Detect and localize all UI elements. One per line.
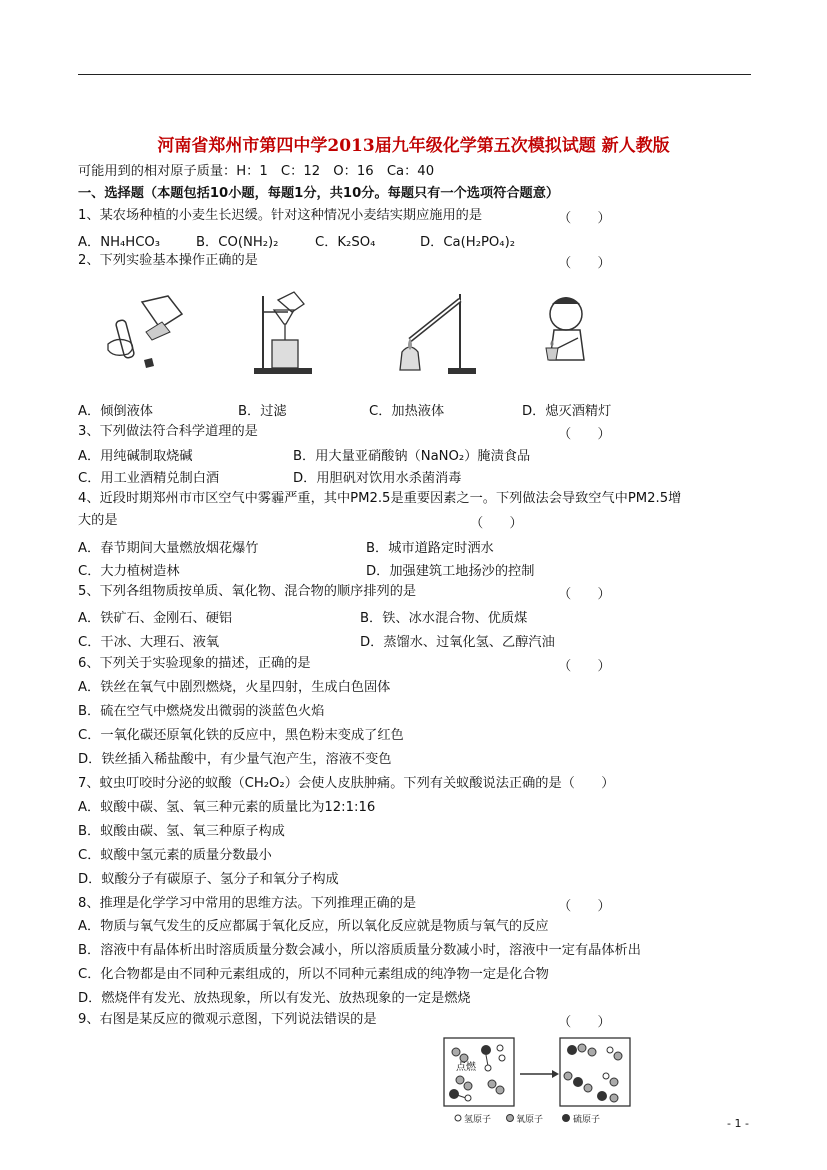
q8-answer-blank: （ ） [558,899,611,914]
q7-stem: 7、蚊虫叮咬时分泌的蚁酸（CH₂O₂）会使人皮肤肿痛。下列有关蚁酸说法正确的是（ ） [78,776,615,791]
q5-option-d: D．蒸馏水、过氧化氢、乙醇汽油 [360,635,555,650]
q6-stem: 6、下列关于实验现象的描述，正确的是 [78,656,311,671]
q6-answer-blank: （ ） [558,659,611,674]
section-heading: 一、选择题（本题包括10小题，每题1分，共10分。每题只有一个选项符合题意） [78,186,560,201]
q5-option-b: B．铁、冰水混合物、优质煤 [360,611,528,626]
q5-stem: 5、下列各组物质按单质、氧化物、混合物的顺序排列的是 [78,584,417,599]
q8-option-c: C．化合物都是由不同种元素组成的，所以不同种元素组成的纯净物一定是化合物 [78,967,549,982]
q6-option-a: A．铁丝在氧气中剧烈燃烧，火星四射，生成白色固体 [78,680,391,695]
reaction-arrow-label: 点燃 [456,1062,476,1073]
legend-sulfur-atom: 硫原子 [573,1115,601,1125]
heating-liquid-figure [390,290,480,376]
q3-option-b: B．用大量亚硝酸钠（NaNO₂）腌渍食品 [293,449,531,464]
q1-answer-blank: （ ） [558,211,611,226]
q3-option-a: A．用纯碱制取烧碱 [78,449,193,464]
q4-option-b: B．城市道路定时洒水 [366,541,494,556]
q2-answer-blank: （ ） [558,256,611,271]
q7-option-a: A．蚁酸中碳、氢、氧三种元素的质量比为12:1:16 [78,800,376,815]
q4-option-a: A．春节期间大量燃放烟花爆竹 [78,541,259,556]
atomic-masses: 可能用到的相对原子质量：H：1 C：12 O：16 Ca：40 [78,164,435,179]
q5-answer-blank: （ ） [558,587,611,602]
q1-stem: 1、某农场种植的小麦生长迟缓。针对这种情况小麦结实期应施用的是 [78,208,483,223]
pouring-liquid-figure [100,292,190,372]
q3-stem: 3、下列做法符合科学道理的是 [78,424,258,439]
q2-stem: 2、下列实验基本操作正确的是 [78,253,258,268]
q7-option-d: D．蚁酸分子有碳原子、氢分子和氧分子构成 [78,872,339,887]
filtration-figure [248,290,318,378]
q6-option-d: D．铁丝插入稀盐酸中，有少量气泡产生，溶液不变色 [78,752,392,767]
q1-option-a: A．NH₄HCO₃ [78,235,161,250]
q2-option-b: B．过滤 [238,404,287,419]
q1-option-d: D．Ca(H₂PO₄)₂ [420,235,516,250]
q1-option-b: B．CO(NH₂)₂ [196,235,279,250]
page-title: 河南省郑州市第四中学2013届九年级化学第五次模拟试题 新人教版 [157,136,670,156]
q4-option-d: D．加强建筑工地扬沙的控制 [366,564,535,579]
q9-answer-blank: （ ） [558,1015,611,1030]
q3-option-c: C．用工业酒精兑制白酒 [78,471,220,486]
page-number: - 1 - [727,1117,749,1130]
q8-option-b: B．溶液中有晶体析出时溶质质量分数会减小，所以溶质质量分数减小时，溶液中一定有晶体析出 [78,943,641,958]
q4-stem-line1: 4、近段时期郑州市市区空气中雾霾严重，其中PM2.5是重要因素之一。下列做法会导致空气中PM2.5增 [78,491,682,506]
q7-option-c: C．蚁酸中氢元素的质量分数最小 [78,848,272,863]
q2-option-c: C．加热液体 [369,404,445,419]
q4-answer-blank: （ ） [470,516,523,531]
header-rule [78,74,751,75]
legend-oxygen-atom: 氧原子 [516,1115,544,1125]
q5-option-c: C．干冰、大理石、液氧 [78,635,220,650]
q8-option-d: D．燃烧伴有发光、放热现象，所以有发光、放热现象的一定是燃烧 [78,991,471,1006]
q5-option-a: A．铁矿石、金刚石、硬铝 [78,611,233,626]
q6-option-b: B．硫在空气中燃烧发出微弱的淡蓝色火焰 [78,704,325,719]
q8-option-a: A．物质与氧气发生的反应都属于氧化反应，所以氧化反应就是物质与氧气的反应 [78,919,549,934]
q3-option-d: D．用胆矾对饮用水杀菌消毒 [293,471,462,486]
legend-hydrogen-atom: 氢原子 [464,1115,492,1125]
extinguish-lamp-figure [540,290,610,376]
q9-stem: 9、右图是某反应的微观示意图，下列说法错误的是 [78,1012,377,1027]
q2-option-a: A．倾倒液体 [78,404,153,419]
q2-option-d: D．熄灭酒精灯 [522,404,612,419]
q4-option-c: C．大力植树造林 [78,564,180,579]
q4-stem-line2: 大的是 [78,513,118,528]
q6-option-c: C．一氧化碳还原氧化铁的反应中，黑色粉末变成了红色 [78,728,404,743]
q1-option-c: C．K₂SO₄ [315,235,376,250]
q7-option-b: B．蚁酸由碳、氢、氧三种原子构成 [78,824,285,839]
q3-answer-blank: （ ） [558,427,611,442]
q8-stem: 8、推理是化学学习中常用的思维方法。下列推理正确的是 [78,896,417,911]
